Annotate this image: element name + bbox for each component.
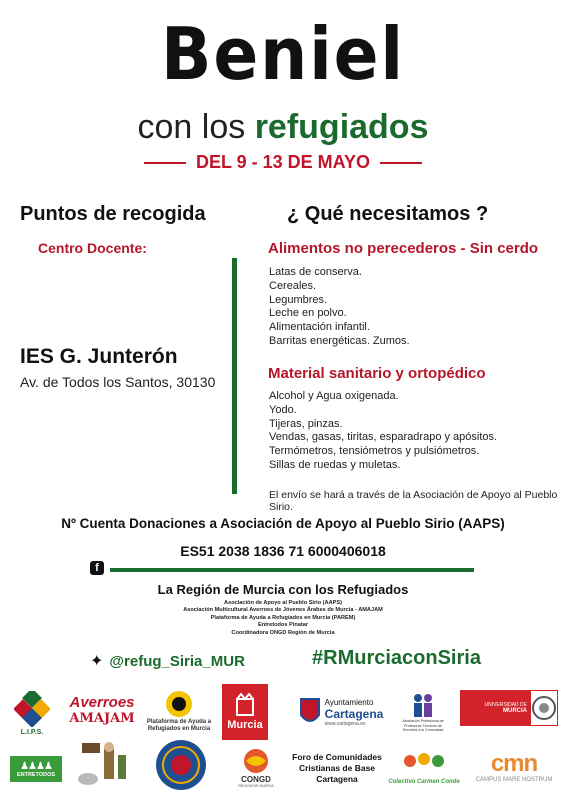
murcia-logo	[222, 684, 268, 740]
food-list	[269, 266, 410, 349]
horizontal-divider	[110, 568, 474, 572]
shipping-note: El envío se hará a través de la Asociación de Apoyo al Pueblo Sirio.	[269, 489, 558, 513]
medical-title: Material sanitario y ortopédico	[268, 365, 486, 382]
list-item: Asociación Multicultural Averroes de Jóvenes Árabes de Murcia - AMAJAM	[183, 607, 383, 614]
cartagena-shield-icon	[299, 697, 321, 727]
figures-illustration-icon	[74, 741, 134, 791]
list-item: Entretodos Pinatar	[257, 622, 309, 629]
lips-emblem-icon	[14, 691, 50, 727]
needs-heading: ¿ Qué necesitamos ?	[287, 203, 489, 225]
cartagena-text: Cartagena	[324, 706, 384, 721]
list-item: Sillas de ruedas y muletas.	[269, 458, 401, 471]
date-text: DEL 9 - 13 DE MAYO	[195, 152, 371, 172]
universidad-city: MURCIA	[503, 708, 527, 714]
food-title: Alimentos no perecederos - Sin cerdo	[268, 240, 539, 257]
facebook-icon[interactable]: f	[90, 561, 104, 575]
subtitle-highlight: refugiados	[254, 108, 429, 146]
universidad-text: UNIVERSIDAD DE	[484, 702, 527, 708]
congd-sub: REGIÓN DE MURCIA	[238, 783, 274, 788]
congd-text: CONGD	[241, 774, 271, 784]
list-item: Vendas, gasas, tiritas, esparadrapo y apósitos.	[269, 431, 498, 444]
list-item: Legumbres.	[269, 293, 328, 306]
list-item: Alimentación infantil.	[269, 321, 370, 334]
list-item: Tijeras, pinzas.	[269, 417, 343, 430]
apes-people-icon	[411, 693, 435, 719]
badge-circle-icon	[161, 745, 201, 785]
entretodos-logo	[10, 756, 62, 782]
universidad-logo	[460, 690, 558, 726]
congd-globe-icon	[242, 747, 270, 775]
twitter-handle[interactable]	[90, 651, 245, 671]
colectivo-flowers-icon	[400, 749, 448, 779]
colectivo-logo	[384, 742, 464, 792]
list-item: Plataforma de Ayuda a Refugiados en Murcia (PAREM)	[210, 614, 356, 621]
list-item: Latas de conserva.	[269, 266, 362, 278]
plataforma-text: Plataforma de Ayuda a Refugiados en Murcia	[146, 719, 212, 732]
lips-text: L.I.P.S.	[20, 728, 44, 736]
apes-text: Asociación Profesional de Profesores Técnicos de Servicios a la Comunidad	[402, 719, 444, 733]
universidad-seal-icon	[531, 693, 557, 723]
list-item: Coordinadora ONGD Región de Murcia	[231, 629, 335, 636]
hashtag[interactable]: #RMurciaconSiria	[312, 647, 481, 669]
averroes-bottom: AMAJAM	[69, 711, 135, 726]
people-icon: ♟♟♟♟	[20, 760, 52, 772]
list-item: Barritas energéticas. Zumos.	[269, 334, 410, 347]
iban-number: ES51 2038 1836 71 6000406018	[180, 543, 386, 559]
lips-logo	[10, 684, 54, 742]
colectivo-text: Colectivo Carmen Conde	[388, 779, 460, 785]
averroes-logo	[70, 686, 134, 734]
account-label: Nº Cuenta Donaciones a Asociación de Apoyo al Pueblo Sirio (AAPS)	[61, 516, 505, 531]
plataforma-logo	[140, 682, 218, 740]
school-address: Av. de Todos los Santos, 30130	[20, 374, 216, 390]
poster-subtitle	[0, 110, 566, 144]
divider-right	[380, 162, 422, 164]
school-label: Centro Docente:	[38, 240, 147, 256]
list-item: Yodo.	[269, 403, 297, 416]
list-item: Alcohol y Agua oxigenada.	[269, 390, 399, 402]
org-list	[0, 600, 566, 637]
list-item: Cereales.	[269, 279, 317, 292]
twitter-bird-icon: ✦	[90, 653, 104, 670]
medical-list	[269, 390, 497, 473]
divider-left	[144, 162, 186, 164]
cmn-mark: cmn	[490, 750, 538, 777]
murcia-crown-icon	[235, 693, 255, 717]
collection-points-heading: Puntos de recogida	[20, 203, 206, 225]
averroes-top: Averroes	[69, 694, 135, 711]
entretodos-text: ENTRETODOS	[16, 771, 56, 778]
apes-logo	[398, 684, 448, 742]
list-item: Asociación de Apoyo al Pueblo Sirio (AAPS)	[224, 600, 342, 606]
badge-logo	[156, 740, 206, 790]
vertical-divider	[232, 258, 237, 494]
campus-logo	[468, 744, 560, 790]
list-item: Termómetros, tensiómetros y pulsiómetros.	[269, 445, 480, 458]
campus-text: CAMPUS MARE NOSTRUM	[475, 777, 553, 783]
foro-logo: Foro de Comunidades Cristianas de Base Cartagena	[292, 751, 382, 784]
poster-title: Beniel	[161, 12, 405, 96]
ayto-text: Ayuntamiento	[324, 697, 374, 707]
region-title: La Región de Murcia con los Refugiados	[157, 582, 409, 597]
subtitle-prefix: con los	[137, 108, 246, 146]
congd-logo	[228, 742, 284, 792]
cartagena-url: www.cartagena.es	[324, 720, 366, 727]
list-item: Leche en polvo.	[269, 307, 347, 320]
twitter-text: @refug_Siria_MUR	[109, 653, 245, 670]
murcia-text: Murcia	[227, 719, 263, 731]
school-name: IES G. Junterón	[20, 345, 178, 368]
illustration-logo	[72, 740, 136, 792]
date-range	[0, 152, 566, 173]
cartagena-logo	[296, 690, 386, 734]
plataforma-sun-icon	[164, 689, 194, 719]
